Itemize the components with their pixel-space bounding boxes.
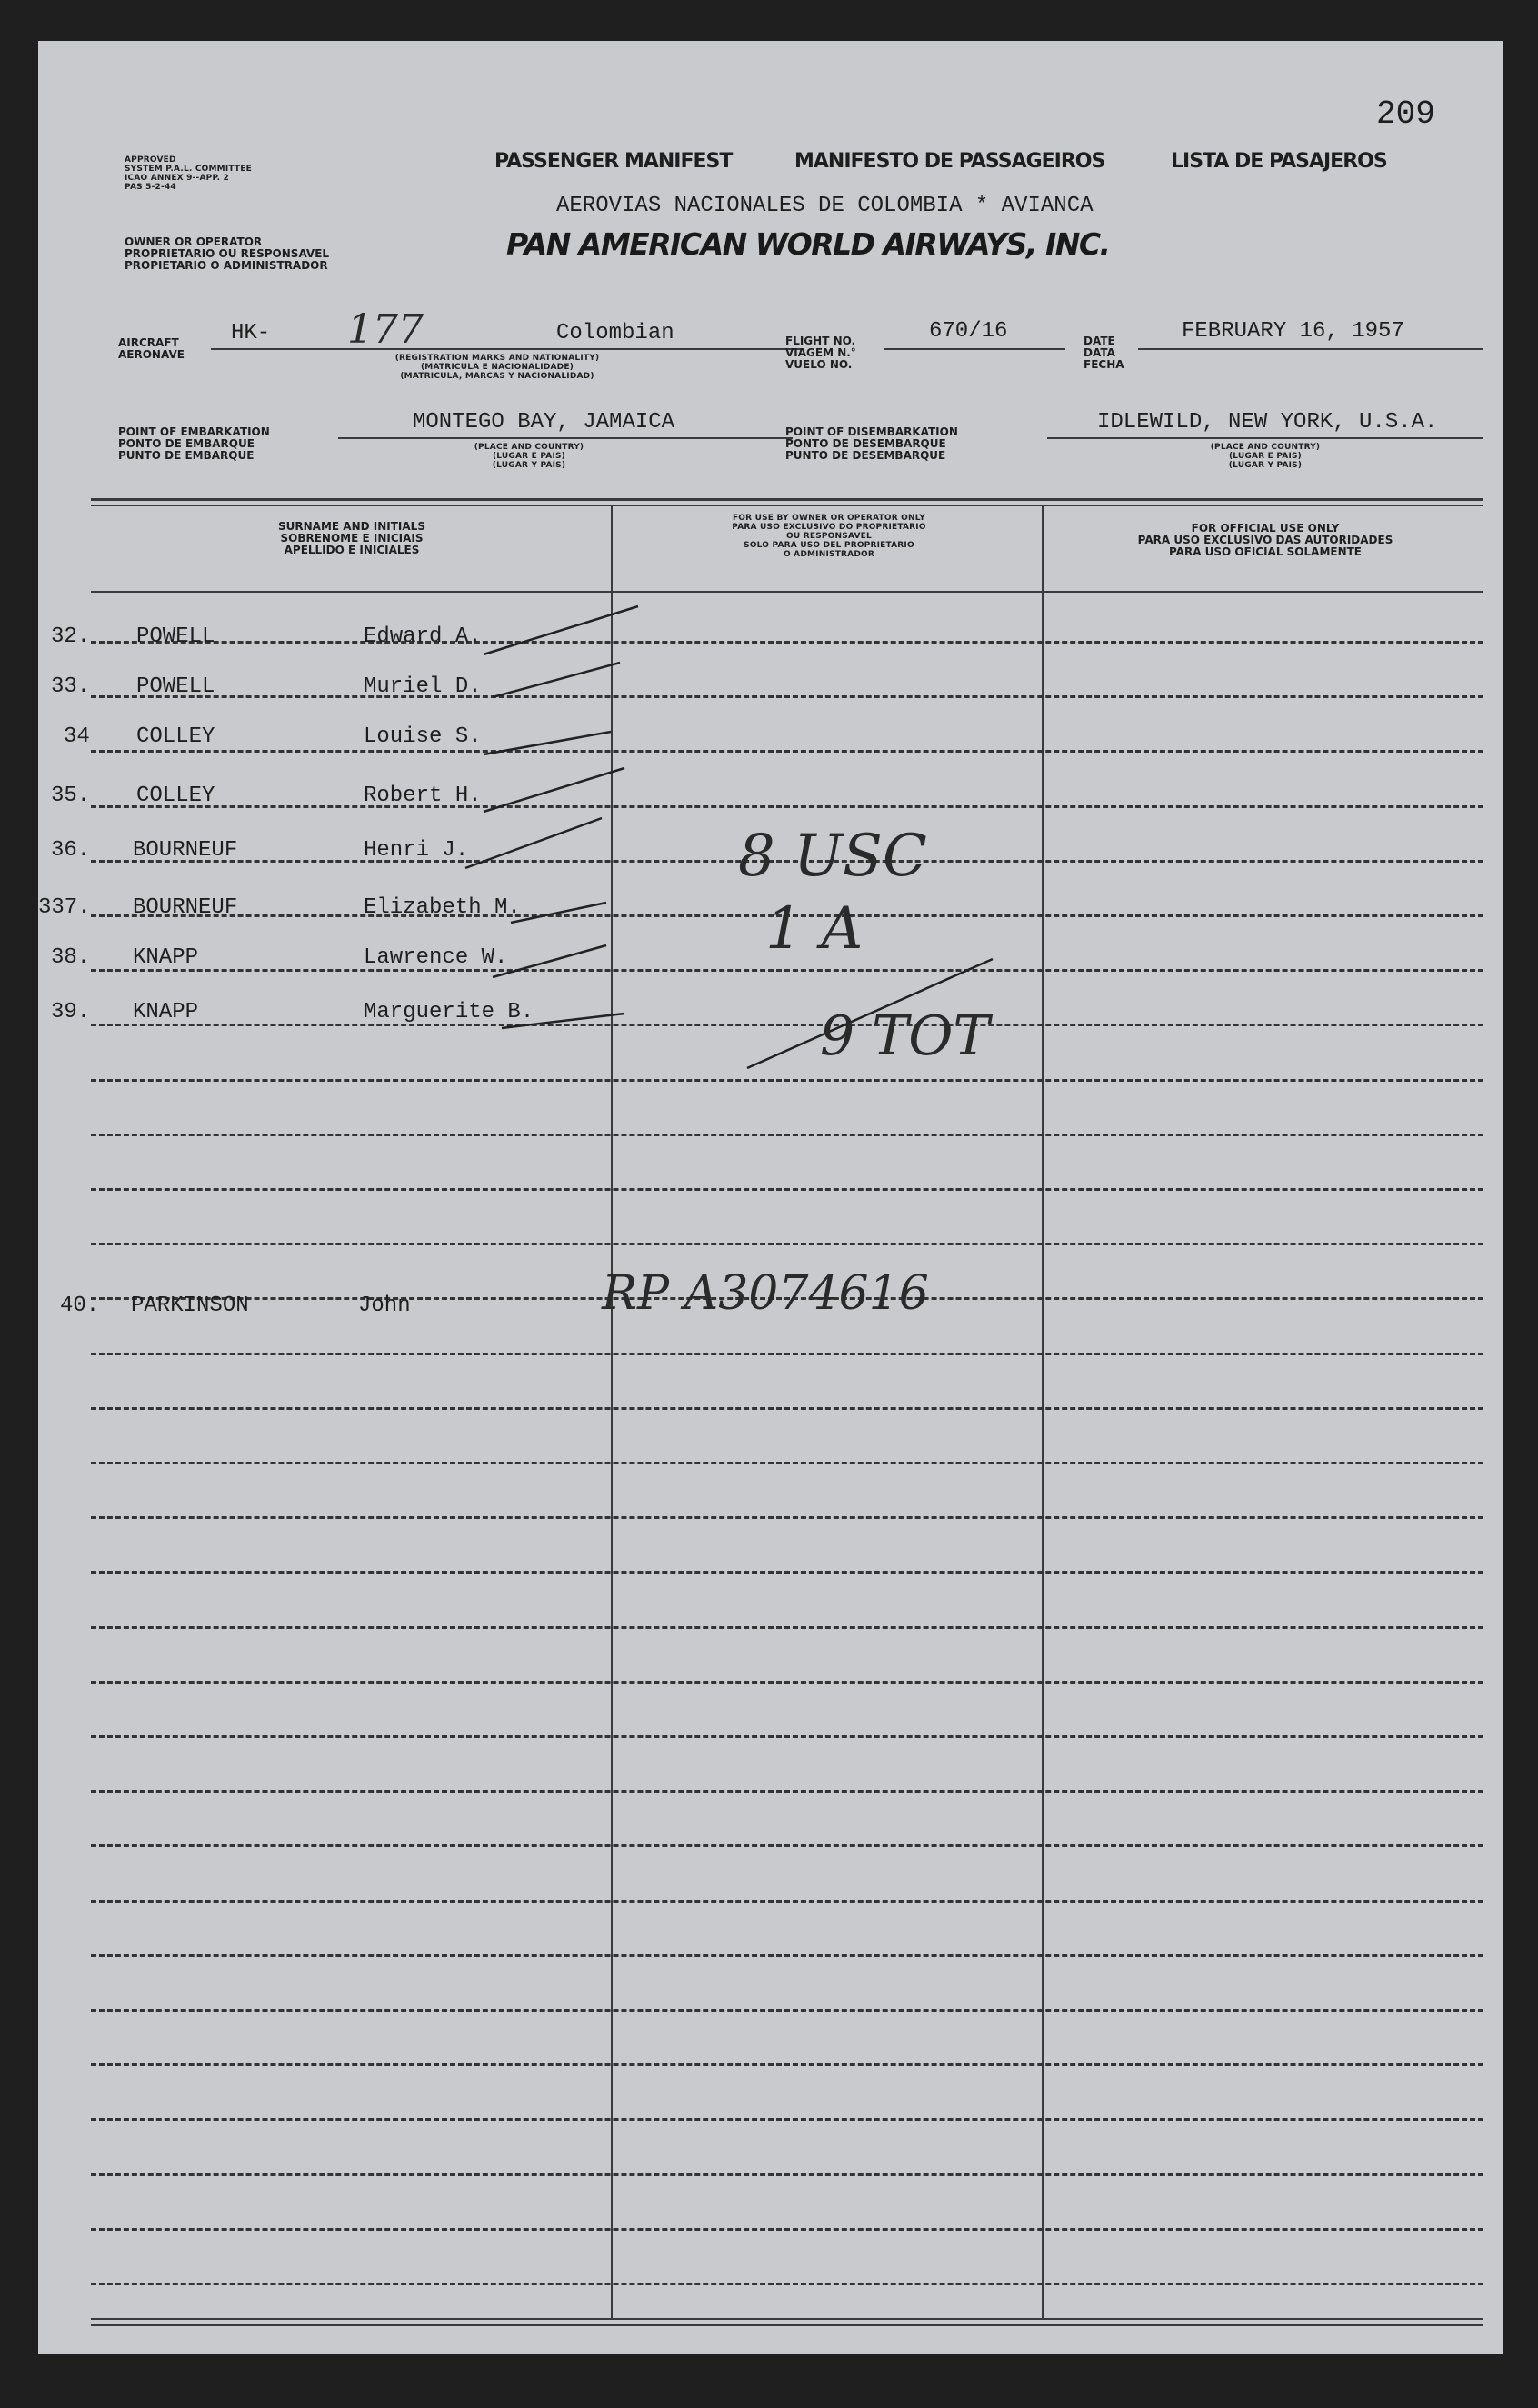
passenger-number: 39. bbox=[51, 1000, 91, 1024]
aircraft-number: 177 bbox=[347, 306, 424, 353]
table-rule bbox=[91, 1681, 1483, 1684]
embarkation-label: POINT OF EMBARKATION PONTO DE EMBARQUE PUNTO DE EMBARQUE bbox=[118, 425, 270, 462]
passenger-surname: BOURNEUF bbox=[133, 895, 238, 920]
passenger-surname: PARKINSON bbox=[131, 1294, 249, 1318]
operator-printed: PAN AMERICAN WORLD AIRWAYS, INC. bbox=[506, 226, 1110, 262]
passenger-number: 38. bbox=[51, 945, 91, 970]
table-rule bbox=[91, 1954, 1483, 1957]
title-en: PASSENGER MANIFEST bbox=[494, 150, 733, 173]
approval-block: APPROVED SYSTEM P.A.L. COMMITTEE ICAO ANNEX 9--APP. 2 PAS 5-2-44 bbox=[125, 155, 252, 192]
table-rule bbox=[91, 1844, 1483, 1847]
passenger-given-name: Louise S. bbox=[364, 724, 482, 749]
disembarkation-label: POINT OF DISEMBARKATION PONTO DE DESEMBARQUE PUNTO DE DESEMBARQUE bbox=[785, 425, 958, 462]
disembarkation-sublabel: (PLACE AND COUNTRY) (LUGAR E PAIS) (LUGAR Y PAIS) bbox=[1210, 443, 1321, 470]
col-header-owner: FOR USE BY OWNER OR OPERATOR ONLY PARA USO EXCLUSIVO DO PROPRIETARIO OU RESPONSAVEL SOLO PARA USO DEL PROPRIETARIO O ADMINISTRADOR bbox=[732, 514, 926, 559]
date-label: DATE DATA FECHA bbox=[1084, 335, 1124, 371]
table-rule bbox=[91, 1900, 1483, 1903]
reentry-permit: RP A3074616 bbox=[602, 1266, 929, 1321]
table-rule bbox=[91, 2009, 1483, 2012]
embarkation-sublabel: (PLACE AND COUNTRY) (LUGAR E PAIS) (LUGAR Y PAIS) bbox=[474, 443, 584, 470]
passenger-number: 40. bbox=[60, 1294, 100, 1318]
passenger-surname: COLLEY bbox=[136, 724, 215, 749]
passenger-number: 32. bbox=[51, 624, 91, 649]
passenger-number: 337. bbox=[38, 895, 91, 920]
passenger-surname: POWELL bbox=[136, 674, 215, 699]
passenger-surname: KNAPP bbox=[133, 945, 199, 970]
passenger-given-name: John bbox=[358, 1294, 411, 1318]
passenger-given-name: Muriel D. bbox=[364, 674, 482, 699]
check-mark bbox=[465, 818, 602, 868]
owner-label: OWNER OR OPERATOR PROPRIETARIO OU RESPONSAVEL PROPIETARIO O ADMINISTRADOR bbox=[125, 235, 330, 272]
disembarkation-value: IDLEWILD, NEW YORK, U.S.A. bbox=[1097, 410, 1438, 435]
table-rule bbox=[91, 1407, 1483, 1410]
flight-label: FLIGHT NO. VIAGEM N.° VUELO NO. bbox=[785, 335, 856, 371]
check-mark bbox=[493, 663, 620, 697]
passenger-given-name: Robert H. bbox=[364, 784, 482, 808]
check-mark bbox=[484, 732, 611, 754]
col-header-official: FOR OFFICIAL USE ONLY PARA USO EXCLUSIVO DAS AUTORIDADES PARA USO OFICIAL SOLAMENTE bbox=[1137, 522, 1393, 558]
check-mark bbox=[511, 903, 606, 923]
aircraft-prefix: HK- bbox=[231, 321, 271, 345]
passenger-number: 34 bbox=[64, 724, 90, 749]
table-rule bbox=[91, 1790, 1483, 1793]
table-rule bbox=[91, 1462, 1483, 1464]
passenger-surname: KNAPP bbox=[133, 1000, 199, 1024]
aircraft-nationality: Colombian bbox=[556, 321, 674, 345]
passenger-given-name: Elizabeth M. bbox=[364, 895, 521, 920]
passenger-number: 33. bbox=[51, 674, 91, 699]
date-value: FEBRUARY 16, 1957 bbox=[1182, 319, 1404, 344]
operator-typed: AEROVIAS NACIONALES DE COLOMBIA * AVIANCA bbox=[556, 194, 1094, 218]
check-mark bbox=[493, 945, 606, 977]
table-rule bbox=[91, 1134, 1483, 1136]
tally-alien: 1 A bbox=[765, 895, 864, 963]
table-rule bbox=[91, 1626, 1483, 1629]
passenger-given-name: Edward A. bbox=[364, 624, 482, 649]
tally-usc: 8 USC bbox=[738, 823, 927, 890]
table-rule bbox=[91, 2118, 1483, 2121]
check-mark bbox=[502, 1014, 624, 1028]
passenger-surname: BOURNEUF bbox=[133, 838, 238, 863]
passenger-given-name: Marguerite B. bbox=[364, 1000, 534, 1024]
tally-total: 9 TOT bbox=[820, 1004, 990, 1068]
embarkation-value: MONTEGO BAY, JAMAICA bbox=[413, 410, 675, 435]
aircraft-sublabel: (REGISTRATION MARKS AND NATIONALITY) (MATRICULA E NACIONALIDADE) (MATRICULA, MARCAS Y NACIONALIDAD) bbox=[394, 354, 600, 381]
passenger-number: 36. bbox=[51, 838, 91, 863]
table-rule bbox=[91, 1243, 1483, 1245]
table-rule bbox=[91, 2063, 1483, 2066]
table-rule bbox=[91, 1188, 1483, 1191]
check-marks bbox=[38, 41, 1503, 1132]
col-header-name: SURNAME AND INITIALS SOBRENOME E INICIAIS APELLIDO E INICIALES bbox=[278, 520, 425, 556]
table-rule bbox=[91, 1571, 1483, 1574]
table-rule bbox=[91, 2228, 1483, 2231]
passenger-surname: POWELL bbox=[136, 624, 215, 649]
aircraft-label: AIRCRAFT AERONAVE bbox=[118, 336, 185, 361]
table-rule bbox=[91, 1516, 1483, 1519]
manifest-sheet bbox=[38, 41, 1503, 2354]
page-number: 209 bbox=[1376, 95, 1435, 133]
check-mark bbox=[484, 606, 638, 654]
table-rule bbox=[91, 1353, 1483, 1355]
passenger-number: 35. bbox=[51, 784, 91, 808]
passenger-surname: COLLEY bbox=[136, 784, 215, 808]
table-rule bbox=[91, 2173, 1483, 2176]
flight-number: 670/16 bbox=[929, 319, 1008, 344]
check-mark bbox=[484, 768, 624, 812]
table-rule bbox=[91, 1735, 1483, 1738]
title-es: LISTA DE PASAJEROS bbox=[1171, 150, 1387, 173]
title-pt: MANIFESTO DE PASSAGEIROS bbox=[794, 150, 1105, 173]
table-rule bbox=[91, 2283, 1483, 2285]
passenger-given-name: Henri J. bbox=[364, 838, 469, 863]
passenger-given-name: Lawrence W. bbox=[364, 945, 508, 970]
